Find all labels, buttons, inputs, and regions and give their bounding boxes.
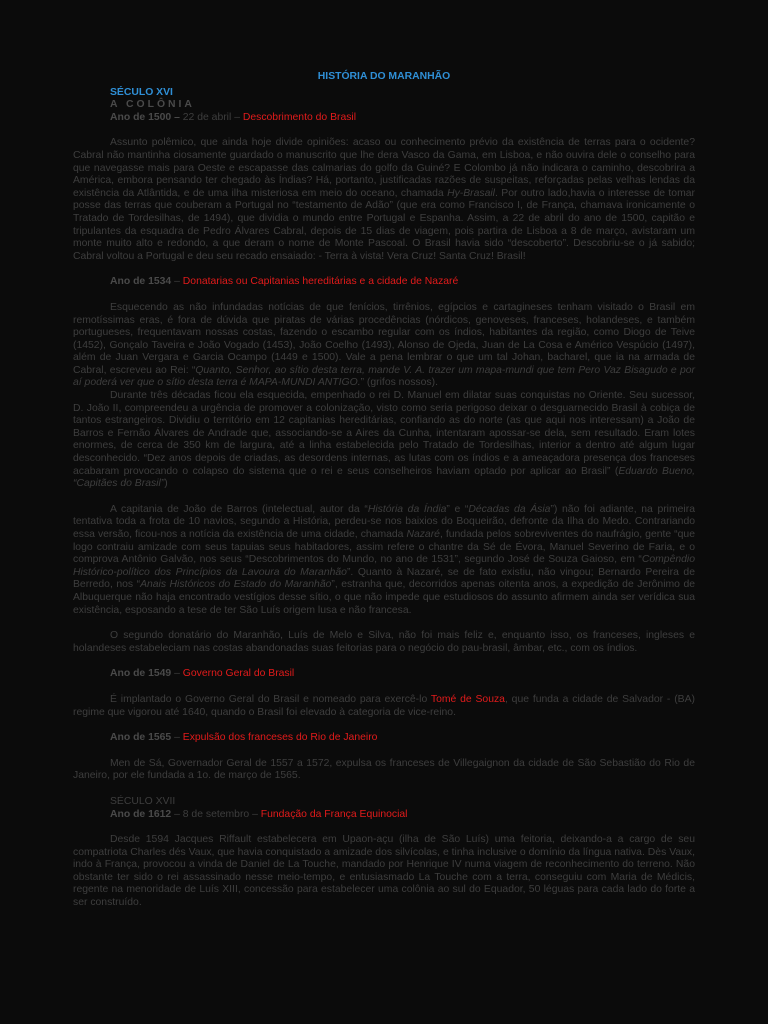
century-heading-xvii: SÉCULO XVII	[110, 795, 176, 807]
entry-heading-1549: Ano de 1549 – Governo Geral do Brasil	[110, 668, 295, 680]
event-title: Donatarias ou Capitanias hereditárias e a cidade de Nazaré	[182, 276, 459, 288]
date-label: – 8 de setembro –	[171, 808, 261, 820]
paragraph-1549: É implantado o Governo Geral do Brasil e nomeado para exercê-lo Tomé de Souza, que funda a cidade de Salvador - (BA) regime que vigorou até 1640, quando o Brasil foi elevado à categoria de vice-reino.	[73, 693, 695, 718]
year-label: Ano de 1565	[110, 732, 172, 744]
event-title: Descobrimento do Brasil	[242, 111, 357, 123]
person-name-highlight: Tomé de Souza	[430, 693, 505, 705]
year-label: Ano de 1612	[110, 808, 172, 820]
paragraph-1534-b: Durante três décadas ficou ela esquecida, empenhado o rei D. Manuel em dilatar suas conquistas no Oriente. Seu sucessor, D. João II, compreendeu a urgência de promover a colonização, visto como seria perigoso deixar o desguarnecido Brasil à cobiça de tantos estrangeiros. Dividiu o território em 12 capitanias hereditárias, confiando as do norte (as que aqui nos interessam) a João de Barros e Fernão Álvares de Andrade que, associando-se a Aires da Cunha, intentaram apossar-se dela, sem resultado. Eram lotes enormes, de cerca de 350 km de largura, até a linha estabelecida pelo Tratado de Tordesilhas, interior a dentro até algum lugar desconhecido. “Dez anos depois de criadas, as desordens internas, as lutas com os índios e a ameaçadora presença dos franceses acabaram provocando o colapso do sistema que o rei e seus conselheiros haviam optado por aplicar ao Brasil” (Eduardo Bueno, “Capitães do Brasil”)	[73, 390, 695, 490]
entry-heading-1565: Ano de 1565 – Expulsão dos franceses do Rio de Janeiro	[110, 732, 378, 744]
paragraph-1534-d: O segundo donatário do Maranhão, Luís de Melo e Silva, não foi mais feliz e, enquanto isso, os franceses, ingleses e holandeses estabeleciam nas costas abandonadas suas feitorias para o negócio do pau-brasil, âmbar, etc., com os índios.	[73, 630, 695, 654]
entry-heading-1534: Ano de 1534 – Donatarias ou Capitanias hereditárias e a cidade de Nazaré	[110, 276, 459, 288]
event-title: Governo Geral do Brasil	[182, 668, 295, 680]
paragraph-1534-a: Esquecendo as não infundadas notícias de que fenícios, tirrênios, egípcios e cartagineses tenham visitado o Brasil em remotíssimas eras, é fora de dúvida que piratas de várias procedências (nórdicos, genoveses, franceses, holandeses, e também portugueses, frequentavam nossas costas, fazendo o escambo regular com os índios, habitantes da região, como Diogo de Teive (1452), Gonçalo Taveira e João Vogado (1453), João Coelho (1493), Alonso de Ojeda, Juan de La Cosa e Américo Vespúcio (1497), além de Juan Vergara e Garcia Ocampo (1449 e 1500). Vale a pena lembrar o que um tal Johan, bacharel, que ia na armada de Cabral, escreveu ao Rei: “Quanto, Senhor, ao sítio desta terra, mande V. A. trazer um mapa-mundi que tem Pero Vaz Bisagudo e por aí poderá ver que o sítio desta terra é MAPA-MUNDI ANTIGO.” (grifos nossos).	[73, 301, 696, 389]
paragraph-1500: Assunto polêmico, que ainda hoje divide opiniões: acaso ou conhecimento prévio da existência de terras para o ocidente? Cabral não mantinha ciosamente guardado o manuscrito que lhe dera Vasco da Gama, em Lisboa, e não ouvira dele o conselho para que navegasse mais para Oeste e escapasse das calmarias do golfo da Guiné? E Colombo já não indicara o caminho, descobrira a América, embora pensando ter chegado às Índias? Há, portanto, justificadas razões de suspeitas, reforçadas pelas velhas lendas da existência da Atlântida, e de uma ilha misteriosa em meio do oceano, chamada Hy-Brasail. Por outro lado,havia o interesse de tomar posse das terras que couberam a Portugal no “testamento de Adão” (que era como Francisco I, de França, chamava ironicamente o Tratado de Tordesilhas, de 1494), que dividia o mundo entre Portugal e Espanha. Assim, a 22 de abril do ano de 1500, capitão e tripulantes da esquadra de Pedro Álvares Cabral, depois de 15 dias de viagem, pois partira de Lisboa a 8 de março, avistaram um monte muito alto e redondo, a que deram o nome de Monte Pascoal. O Brasil havia sido “descoberto”. Descobriu-se o já sabido; Cabral voltou a Portugal e deu seu recado ensaiado: - Terra à vista! Vera Cruz! Santa Cruz! Brasil!	[73, 137, 695, 262]
event-title: Fundação da França Equinocial	[260, 808, 408, 820]
paragraph-1534-c: A capitania de João de Barros (intelectual, autor da “História da Índia” e “Décadas da Ásia”) não foi adiante, na primeira tentativa toda a frota de 10 navios, segundo a História, perdeu-se nos baixios do Boqueirão, defronte da Ilha do Medo. Contrariando essa versão, ficou-nos a notícia da existência de uma cidade, chamada Nazaré, fundada pelos sobreviventes do naufrágio, gente “que logo contraiu amizade com seus tapuias seus habitadores, assim refere o chantre da Sé de Évora, Manuel Severino de Faria, e o comprova Antônio Galvão, nos seus “Descobrimentos do Mundo, no ano de 1531”, segundo José de Souza Gaioso, em “Compêndio Histórico-político dos Princípios da Lavoura do Maranhão”. Quanto à Nazaré, se de fato existiu, não vingou; Bernardo Pereira de Berredo, nos “Anais Históricos do Estado do Maranhão”, estranha que, decorridos apenas oitenta anos, a expedição de Jerônimo de Albuquerque não haja encontrado vestígios desse sítio, o que não impede que estudiosos do assunto afirmem ainda ser verídica sua existência, esposando a tese de ter São Luís origem lusa e não francesa.	[73, 503, 696, 616]
year-label: Ano de 1500 –	[110, 111, 180, 123]
event-title: Expulsão dos franceses do Rio de Janeiro	[182, 732, 378, 744]
year-label: Ano de 1534	[110, 276, 172, 288]
year-label: Ano de 1549	[110, 668, 172, 680]
entry-heading-1612	[110, 809, 695, 822]
paragraph-1565: Men de Sá, Governador Geral de 1557 a 1572, expulsa os franceses de Villegaignon da cidade de São Sebastião do Rio de Janeiro, por ele fundada a 1o. de março de 1565.	[73, 757, 695, 782]
date-label: 22 de abril –	[179, 111, 243, 123]
page-title: HISTÓRIA DO MARANHÃO	[317, 71, 451, 82]
paragraph-1612: Desde 1594 Jacques Riffault estabelecera em Upaon-açu (ilha de São Luís) uma feitoria, deixando-a a cargo de seu compatriota Charles dés Vaux, que havia conquistado a amizade dos silvícolas, e tinha inclusive o domínio da língua nativa. Dès Vaux, indo à França, provocou a vinda de Daniel de La Touche, mandado por Henrique IV numa viagem de reconhecimento do terreno. Não obstante ter sido o rei assassinado nesse meio-tempo, e entusiasmado La Touche com a terra, conseguiu com Maria de Médicis, regente na menoridade de Luís XIII, concessão para estabelecer uma colônia ao sul do Equador, 50 léguas para cada lado do forte a ser construído.	[73, 834, 695, 909]
entry-heading-1500	[110, 112, 695, 125]
century-heading-xvi: SÉCULO XVI	[110, 86, 173, 98]
section-heading-colonia: A COLÔNIA	[110, 99, 195, 111]
